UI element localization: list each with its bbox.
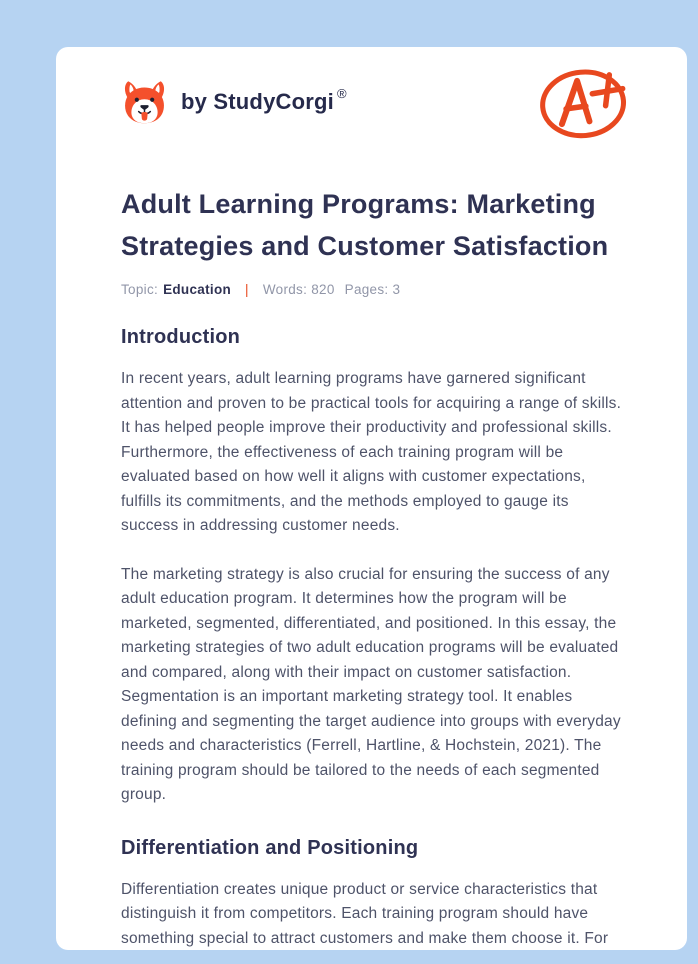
topic-value: Education xyxy=(163,282,232,297)
corgi-logo-icon xyxy=(121,79,168,125)
brand-name: by StudyCorgi xyxy=(181,89,334,114)
section-differentiation-positioning xyxy=(121,837,630,951)
essay-title: Adult Learning Programs: Marketing Strategies and Customer Satisfaction xyxy=(121,189,609,261)
section-heading: Differentiation and Positioning xyxy=(121,836,419,859)
section-introduction xyxy=(121,326,630,808)
header xyxy=(121,62,630,142)
section-heading: Introduction xyxy=(121,326,241,348)
grade-text xyxy=(538,142,539,143)
meta-separator: | xyxy=(245,282,249,297)
topic-label: Topic: xyxy=(121,282,159,297)
registered-trademark-mark: ® xyxy=(336,85,347,101)
paragraph: The marketing strategy is also crucial for ensuring the success of any adult education program. It determines how the program will be marketed, segmented, differentiated, and positioned. In this essay, the marketing strategies of two adult education programs will be evaluated and compared, along with their impact on customer satisfaction. Segmentation is an important marketing strategy tool. It enables defining and segmenting the target audience into groups with everyday needs and characteristics (Ferrell, Hartline, & Hochstein, 2021). The training program should be tailored to the needs of each segmented group. xyxy=(121,565,621,803)
paragraph: In recent years, adult learning programs have garnered significant attention and proven to be practical tools for acquiring a range of skills. It has helped people improve their productivity and professional skills. Furthermore, the effectiveness of each training program will be evaluated based on how well it aligns with customer expectations, fulfills its commitments, and the methods employed to gauge its success in addressing customer needs. xyxy=(121,370,622,534)
page-count: Pages: 3 xyxy=(344,282,401,297)
essay-preview-card xyxy=(56,47,687,950)
meta-row xyxy=(121,282,630,297)
paragraph: Differentiation creates unique product or service characteristics that distinguish it from competitors. Each training program should have something special to attract customers and make them choose it. For xyxy=(121,880,609,947)
word-count: Words: 820 xyxy=(262,282,335,297)
a-plus-grade-icon xyxy=(538,62,630,142)
brand xyxy=(121,79,347,125)
